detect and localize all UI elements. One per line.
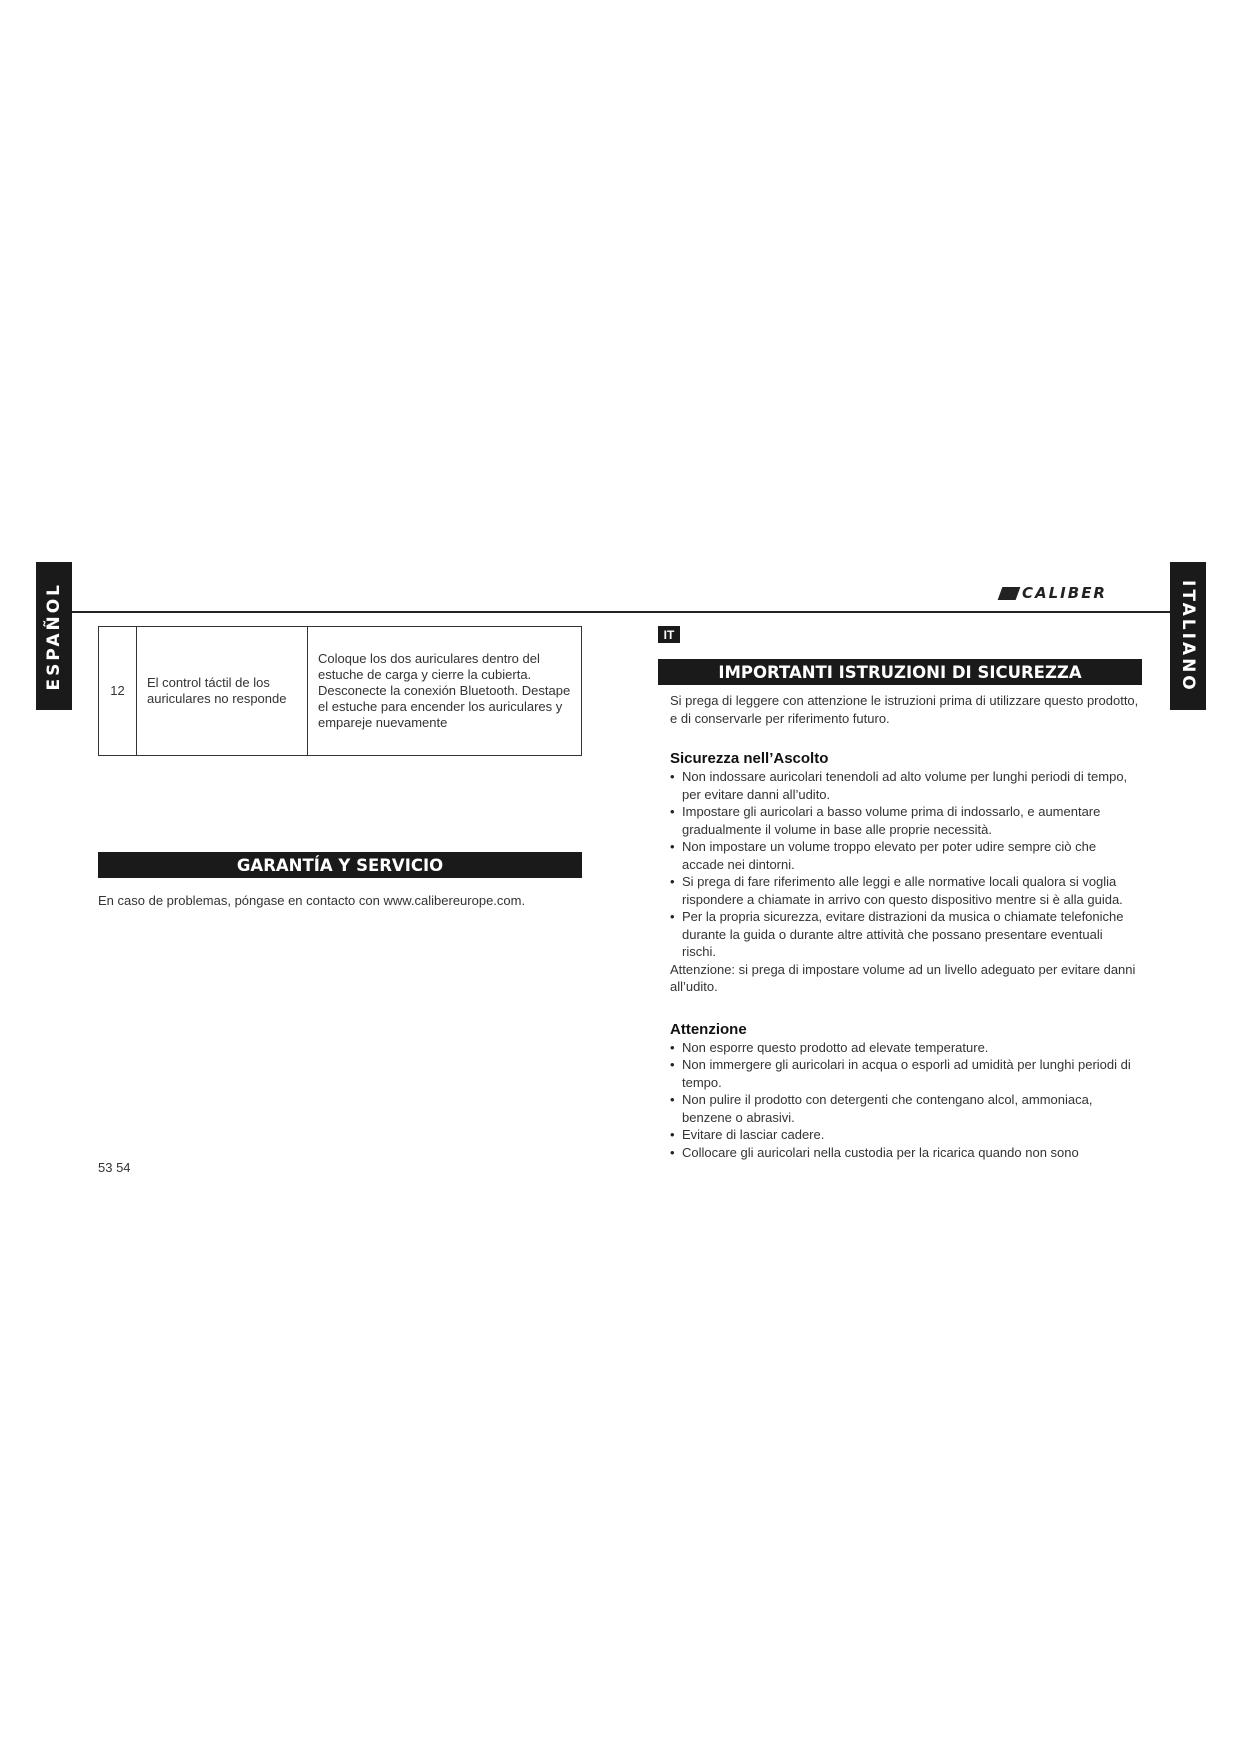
list-item: • Non immergere gli auricolari in acqua o esporli ad umidità per lunghi periodi di tempo.: [670, 1056, 1140, 1091]
attention-heading: Attenzione: [670, 1020, 747, 1038]
italian-safety-section: [670, 692, 1140, 1161]
list-item: • Si prega di fare riferimento alle leggi e alle normative locali qualora si voglia rispondere a chiamate in arrivo con questo dispositivo mentre si è alla guida.: [670, 873, 1140, 908]
list-item: • Per la propria sicurezza, evitare distrazioni da musica o chiamate telefoniche durante la guida o durante altre attività che possano presentare eventuali rischi.: [670, 908, 1140, 961]
list-item: • Non pulire il prodotto con detergenti che contengano alcol, ammoniaca, benzene o abrasivi.: [670, 1091, 1140, 1126]
warranty-heading-bar: [98, 852, 582, 878]
table-cell-solution: Coloque los dos auriculares dentro del estuche de carga y cierre la cubierta. Desconecte la conexión Bluetooth. Destape el estuche para encender los auriculares y empareje nuevamente: [308, 627, 582, 756]
warranty-heading: GARANTÍA Y SERVICIO: [236, 855, 444, 875]
list-item: • Impostare gli auricolari a basso volume prima di indossarlo, e aumentare gradualmente il volume in base alle proprie necessità.: [670, 803, 1140, 838]
listening-safety-heading: Sicurezza nell’Ascolto: [670, 750, 829, 767]
language-tab-espanol-label: ESPAÑOL: [44, 581, 64, 691]
brand-logo-icon: [998, 587, 1021, 600]
language-tab-italiano: [1170, 562, 1206, 710]
table-cell-issue: El control táctil de los auriculares no responde: [137, 627, 308, 756]
brand-logo: [1000, 584, 1107, 602]
listening-safety-list: [670, 768, 1140, 961]
list-item: • Non esporre questo prodotto ad elevate temperature.: [670, 1039, 1140, 1057]
troubleshooting-table: [98, 626, 582, 756]
language-badge-it: IT: [658, 626, 680, 643]
brand-logo-text: CALIBER: [1022, 584, 1107, 602]
safety-intro: Si prega di leggere con attenzione le istruzioni prima di utilizzare questo prodotto, e di conservarle per riferimento futuro.: [670, 693, 1139, 726]
safety-heading-bar: [658, 659, 1142, 685]
attention-list: [670, 1039, 1140, 1162]
list-item: • Non impostare un volume troppo elevato per poter udire sempre ciò che accade nei dintorni.: [670, 838, 1140, 873]
list-item: • Evitare di lasciar cadere.: [670, 1126, 1140, 1144]
safety-heading: IMPORTANTI ISTRUZIONI DI SICUREZZA: [718, 662, 1082, 682]
list-item: • Collocare gli auricolari nella custodia per la ricarica quando non sono: [670, 1144, 1140, 1162]
table-row: [99, 627, 582, 756]
page-numbers: 53 54: [98, 1160, 131, 1175]
language-tab-espanol: [36, 562, 72, 710]
table-cell-number: 12: [99, 627, 137, 756]
list-item: • Non indossare auricolari tenendoli ad alto volume per lunghi periodi di tempo, per evitare danni all’udito.: [670, 768, 1140, 803]
warranty-contact-text: En caso de problemas, póngase en contacto con www.calibereurope.com.: [98, 893, 526, 908]
language-tab-italiano-label: ITALIANO: [1178, 579, 1198, 693]
volume-warning-note: Attenzione: si prega di impostare volume ad un livello adeguato per evitare danni all’udito.: [670, 961, 1136, 994]
header-divider: [72, 611, 1170, 613]
